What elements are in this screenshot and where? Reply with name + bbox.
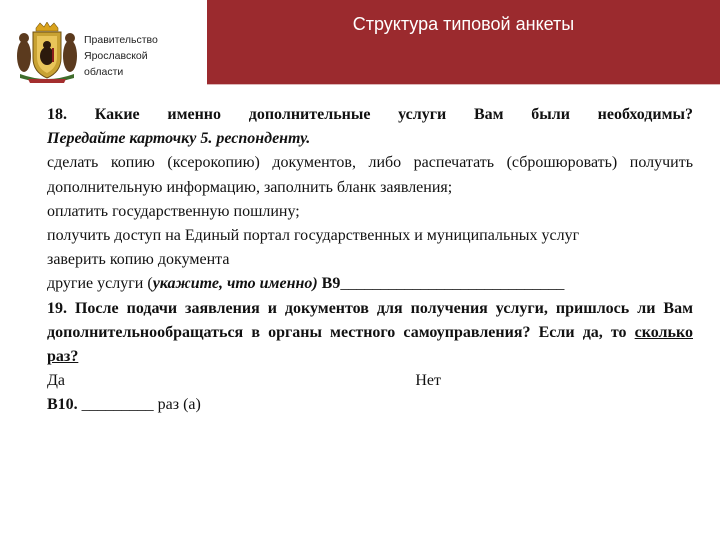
q18-option-other bbox=[47, 272, 693, 296]
answer-no: Нет bbox=[415, 372, 441, 390]
b10-suffix: раз (а) bbox=[153, 396, 201, 414]
b10-label: В10. bbox=[47, 396, 78, 414]
org-line-1: Правительство bbox=[84, 34, 158, 46]
other-code: В9 bbox=[317, 275, 341, 293]
q18-instruction: Передайте карточку 5. респонденту. bbox=[47, 130, 311, 148]
q19-question bbox=[47, 297, 693, 370]
header-divider bbox=[207, 84, 720, 85]
organization-name bbox=[84, 32, 194, 80]
coat-of-arms-bear-icon bbox=[14, 22, 80, 84]
slide-title: Структура типовой анкеты bbox=[352, 14, 575, 34]
b10-line bbox=[47, 393, 693, 417]
q19-answers bbox=[47, 369, 693, 393]
q18-option-3: получить доступ на Единый портал государственных и муниципальных услуг bbox=[47, 227, 580, 245]
b10-blank: _________ bbox=[77, 396, 154, 414]
other-instruction: укажите, что именно) bbox=[152, 275, 318, 293]
q18-option-1: сделать копию (ксерокопию) документов, либо распечатать (сброшюровать) получить дополнительную информацию, заполнить бланк заявления; bbox=[47, 154, 693, 196]
org-line-3: области bbox=[84, 66, 124, 78]
q18-option-2: оплатить государственную пошлину; bbox=[47, 202, 300, 220]
org-line-2: Ярославской bbox=[84, 50, 148, 62]
q18-option-4: заверить копию документа bbox=[47, 251, 230, 269]
other-prefix: другие услуги ( bbox=[47, 275, 153, 293]
q19-text: 19. После подачи заявления и документов для получения услуги, пришлось ли Вам дополнительнообращаться в органы местного самоуправления? Если да, то bbox=[47, 299, 693, 341]
title-banner bbox=[207, 0, 720, 84]
questionnaire-text bbox=[47, 103, 693, 418]
answer-yes: Да bbox=[47, 372, 66, 390]
q18-question: 18. Какие именно дополнительные услуги Вам были необходимы? bbox=[47, 106, 693, 123]
other-blank: ____________________________ bbox=[340, 275, 565, 293]
q19-underlined: сколько раз? bbox=[47, 323, 693, 366]
